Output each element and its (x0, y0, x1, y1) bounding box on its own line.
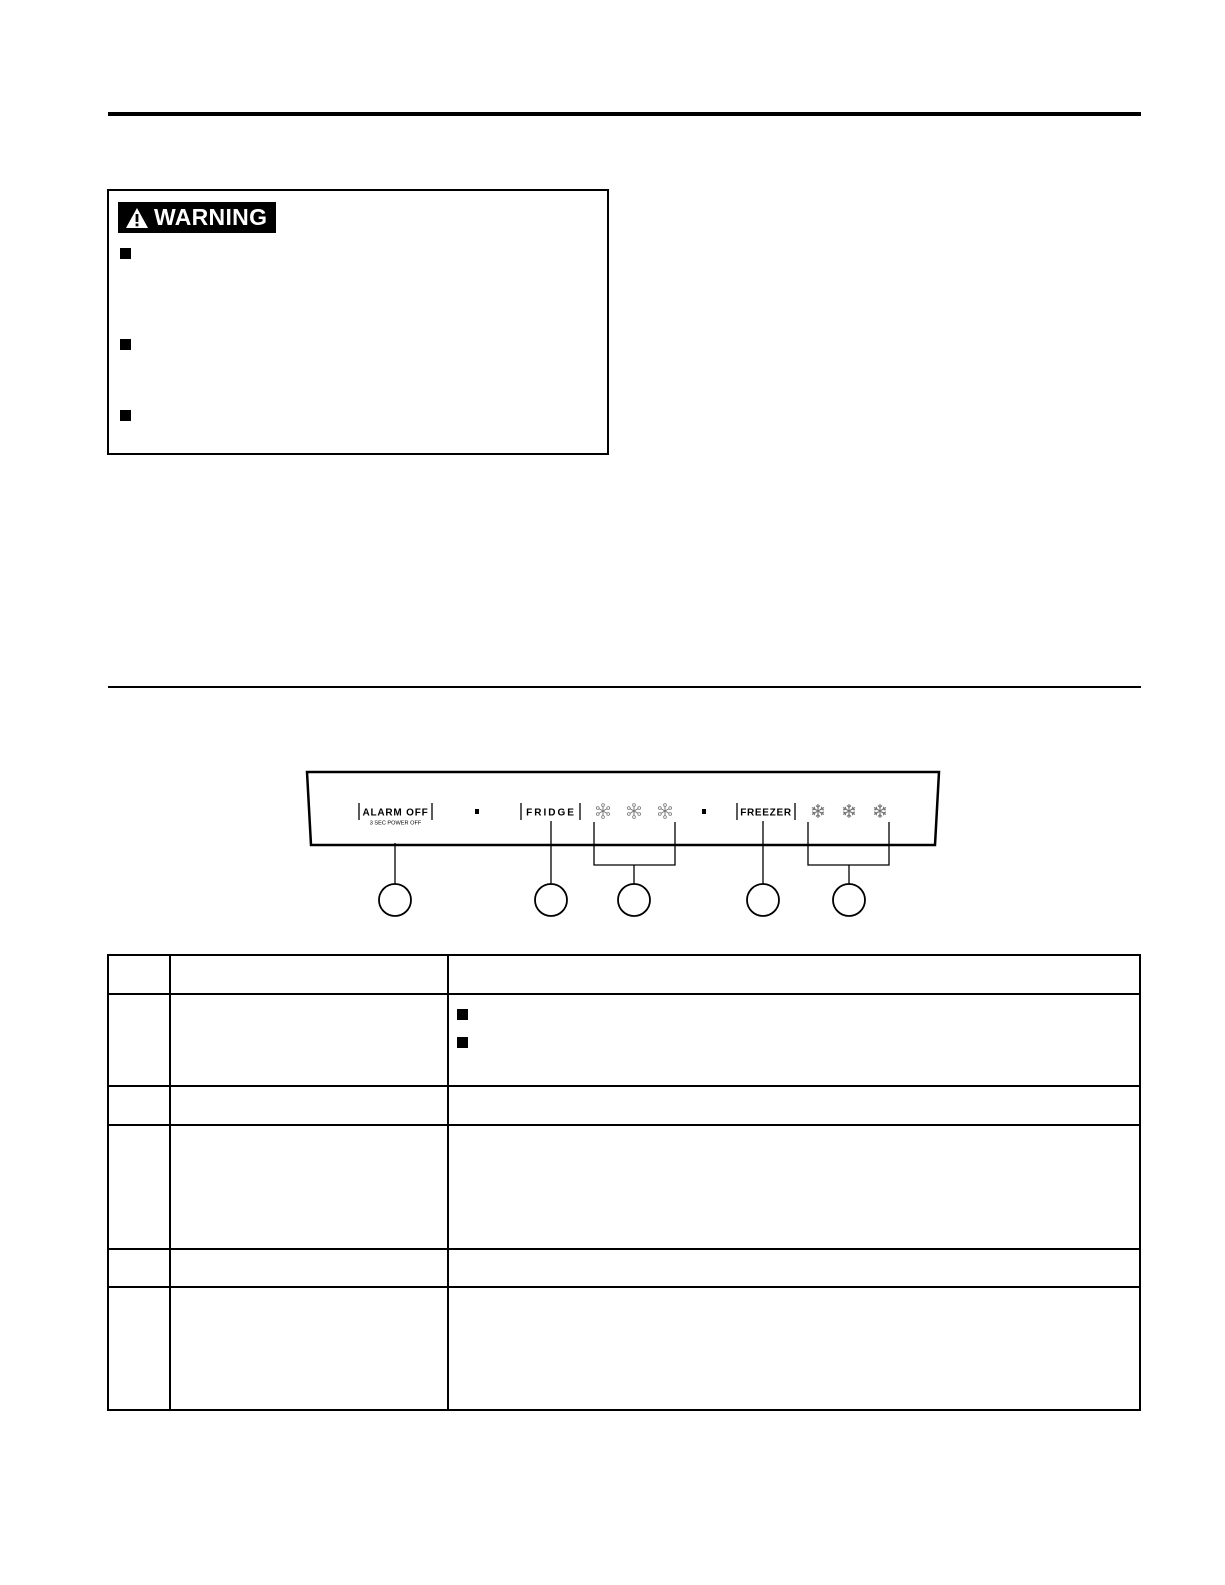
callout-circle (618, 884, 650, 916)
alarm-off-label: ALARM OFF (362, 807, 429, 819)
warning-badge (118, 202, 276, 233)
table-row-divider (109, 1085, 1139, 1087)
table-row-divider (109, 1124, 1139, 1126)
warning-bullet (120, 248, 131, 259)
callout-circle (747, 884, 779, 916)
snowflake-icon (843, 804, 855, 818)
table-bullet (457, 1009, 468, 1020)
callout-leaders (395, 821, 889, 884)
callout-circle (833, 884, 865, 916)
top-divider (108, 112, 1141, 116)
table-row-divider (109, 1248, 1139, 1250)
callout-circle (379, 884, 411, 916)
fridge-label: FRIDGE (526, 807, 576, 819)
fridge-indicator-dot (475, 809, 479, 814)
table-row-divider (109, 1286, 1139, 1288)
warning-label: WARNING (154, 204, 268, 230)
warning-triangle-icon (125, 207, 149, 229)
snowflake-outline-icon (658, 804, 671, 819)
power-off-sublabel: 3 SEC POWER OFF (369, 820, 422, 827)
control-panel-diagram (300, 766, 950, 926)
snowflake-outline-icon (627, 804, 640, 819)
table-column-divider (447, 956, 449, 1409)
snowflake-icon (874, 804, 886, 818)
warning-box (107, 189, 609, 455)
table-bullet (457, 1037, 468, 1048)
snowflake-outline-icon (596, 804, 609, 819)
table-column-divider (169, 956, 171, 1409)
freezer-label: FREEZER (740, 807, 792, 819)
alarm-off-button[interactable] (359, 803, 432, 827)
snowflake-icon (812, 804, 824, 818)
warning-bullet (120, 339, 131, 350)
fridge-button[interactable] (521, 803, 580, 820)
freezer-indicator-dot (702, 809, 706, 814)
table-header-divider (109, 993, 1139, 995)
features-table (107, 954, 1141, 1411)
warning-bullet (120, 410, 131, 421)
callout-circle (535, 884, 567, 916)
section-divider (108, 686, 1141, 688)
freezer-button[interactable] (737, 803, 795, 820)
